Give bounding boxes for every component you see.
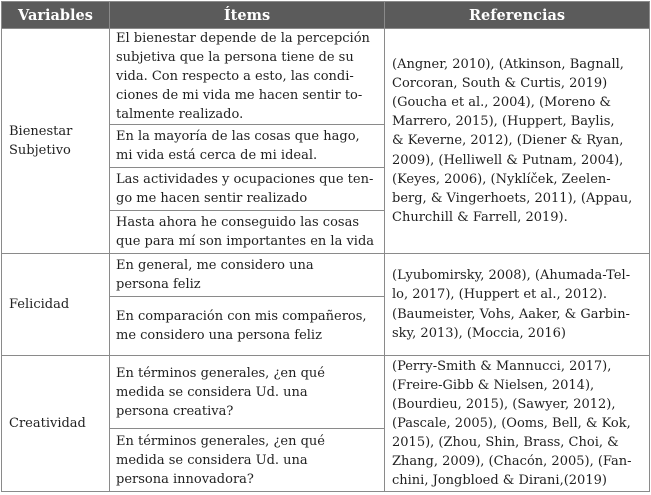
reference-line: (Baumeister, Vohs, Aaker, & Garbin-	[392, 306, 630, 322]
reference-line: Marrero, 2015), (Huppert, Baylis,	[392, 114, 615, 130]
item-text-line: El bienestar depende de la percepción	[116, 31, 370, 46]
reference-line: 2009), (Helliwell & Putnam, 2004),	[392, 152, 624, 168]
item-text-line: En la mayoría de las cosas que hago,	[116, 129, 360, 144]
item-cell	[110, 125, 385, 168]
reference-line: (Pascale, 2005), (Ooms, Bell, & Kok,	[392, 415, 631, 431]
item-text-line: medida se considera Ud. una	[116, 452, 308, 468]
table-row	[2, 29, 650, 125]
item-text-line: persona creativa?	[116, 403, 234, 419]
reference-line: (Freire-Gibb & Nielsen, 2014),	[392, 377, 595, 393]
reference-line: 2015), (Zhou, Shin, Brass, Choi, &	[392, 435, 619, 451]
item-text-line: que para mí son importantes en la vida	[116, 234, 375, 249]
references-cell	[385, 254, 650, 356]
item-text-line: persona feliz	[116, 277, 201, 292]
reference-line: berg, & Vingerhoets, 2011), (Appau,	[392, 190, 633, 206]
reference-line: (Angner, 2010), (Atkinson, Bagnall,	[392, 57, 624, 73]
item-text-line: talmente realizado.	[116, 107, 244, 122]
reference-line: sky, 2013), (Moccia, 2016)	[392, 325, 566, 341]
header-references: Referencias	[385, 2, 650, 29]
table-row	[2, 356, 650, 429]
item-text-line: En comparación con mis compañeros,	[116, 309, 367, 324]
item-text-line: mi vida está cerca de mi ideal.	[116, 148, 318, 163]
variables-table	[1, 1, 650, 492]
references-cell	[385, 356, 650, 492]
item-cell	[110, 429, 385, 492]
item-cell	[110, 356, 385, 429]
item-cell	[110, 254, 385, 297]
reference-line: Corcoran, South & Curtis, 2019)	[392, 76, 608, 92]
header-row	[2, 2, 650, 29]
item-text-line: Las actividades y ocupaciones que ten-	[116, 172, 374, 187]
header-items: Ítems	[110, 2, 385, 29]
reference-line: (Perry-Smith & Mannucci, 2017),	[392, 358, 612, 374]
reference-line: (Keyes, 2006), (Nyklíček, Zeelen-	[392, 171, 611, 187]
variable-cell	[2, 29, 110, 254]
variable-name-line: Felicidad	[9, 297, 70, 312]
reference-line: (Bourdieu, 2015), (Sawyer, 2012),	[392, 396, 616, 412]
reference-line: Churchill & Farrell, 2019).	[392, 209, 568, 225]
header-variables: Variables	[2, 2, 110, 29]
item-cell	[110, 297, 385, 356]
variable-cell	[2, 356, 110, 492]
item-cell	[110, 168, 385, 211]
references-cell	[385, 29, 650, 254]
reference-line: & Keverne, 2012), (Diener & Ryan,	[392, 133, 624, 149]
item-text-line: subjetiva que la persona tiene de su	[116, 50, 354, 65]
variable-name-line: Subjetivo	[9, 143, 71, 158]
item-text-line: me considero una persona feliz	[116, 328, 322, 343]
reference-line: (Goucha et al., 2004), (Moreno &	[392, 95, 611, 111]
item-text-line: go me hacen sentir realizado	[116, 191, 308, 206]
item-cell	[110, 211, 385, 254]
item-text-line: Hasta ahora he conseguido las cosas	[116, 215, 360, 230]
table-row	[2, 254, 650, 297]
item-text-line: En general, me considero una	[116, 258, 314, 273]
item-text-line: ciones de mi vida me hacen sentir to-	[116, 88, 363, 103]
reference-line: (Lyubomirsky, 2008), (Ahumada-Tel-	[392, 268, 631, 284]
item-text-line: persona innovadora?	[116, 471, 254, 487]
variable-name-line: Creatividad	[9, 416, 86, 431]
item-text-line: En términos generales, ¿en qué	[116, 433, 326, 449]
item-text-line: medida se considera Ud. una	[116, 384, 308, 400]
item-text-line: vida. Con respecto a esto, las condi-	[116, 69, 354, 84]
reference-line: chini, Jongbloed & Dirani,(2019)	[392, 473, 607, 489]
reference-line: Zhang, 2009), (Chacón, 2005), (Fan-	[392, 454, 632, 470]
variable-cell	[2, 254, 110, 356]
variable-name-line: Bienestar	[9, 124, 73, 139]
item-cell	[110, 29, 385, 125]
reference-line: lo, 2017), (Huppert et al., 2012).	[392, 287, 608, 303]
item-text-line: En términos generales, ¿en qué	[116, 365, 326, 381]
